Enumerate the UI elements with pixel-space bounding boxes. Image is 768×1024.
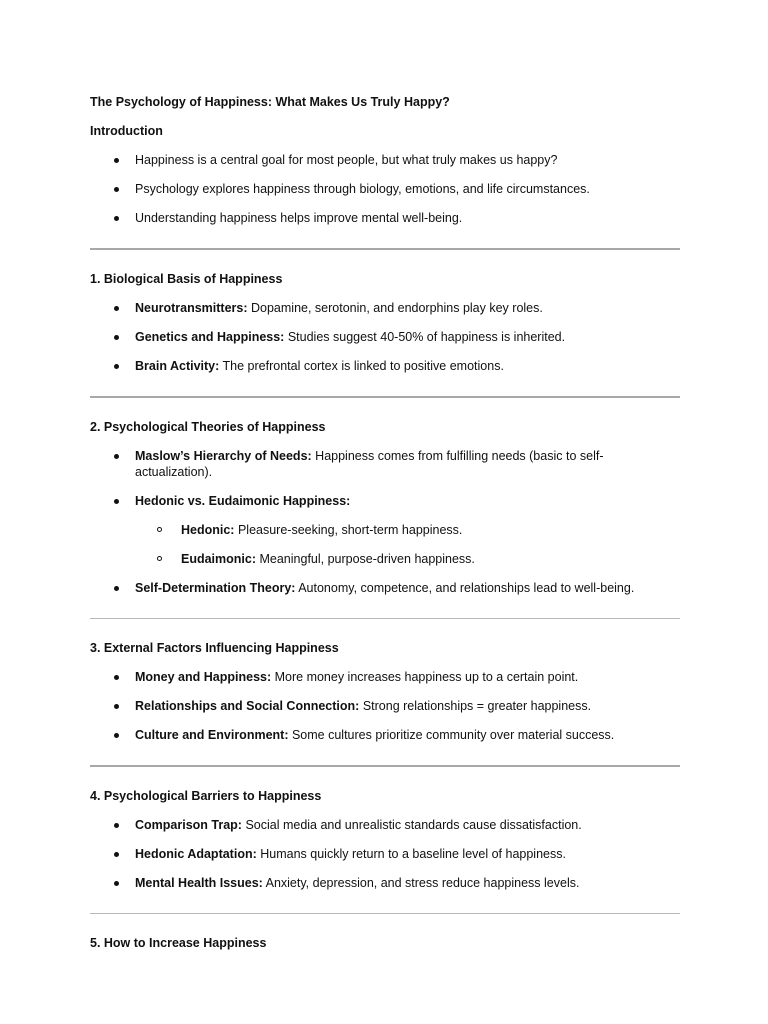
list-item [90, 448, 680, 480]
section-heading-barriers: 4. Psychological Barriers to Happiness [90, 789, 322, 803]
section-heading-theories: 2. Psychological Theories of Happiness [90, 420, 326, 434]
section-divider [90, 913, 680, 914]
introduction-list [90, 152, 680, 226]
list-item [90, 210, 680, 226]
section-list-biological [90, 300, 680, 374]
list-item [90, 817, 680, 833]
bullet-icon [114, 823, 119, 828]
bullet-icon [114, 499, 119, 504]
section-divider [90, 765, 680, 767]
bullet-icon [114, 187, 119, 192]
list-item [90, 580, 680, 596]
bullet-icon [114, 852, 119, 857]
term-description: Studies suggest 40-50% of happiness is inherited. [284, 330, 566, 344]
section-list-barriers [90, 817, 680, 891]
bullet-icon [114, 158, 119, 163]
list-item [90, 181, 680, 197]
section-divider [90, 618, 680, 619]
list-item-text: Happiness is a central goal for most people, but what truly makes us happy? [135, 153, 558, 167]
sub-list-item [90, 522, 680, 538]
term-description: Dopamine, serotonin, and endorphins play key roles. [247, 301, 543, 315]
term-description: More money increases happiness up to a certain point. [271, 670, 579, 684]
list-item [90, 698, 680, 714]
list-item [90, 669, 680, 685]
section-heading-increase-happiness: 5. How to Increase Happiness [90, 936, 267, 950]
sub-list-hedonic-eudaimonic [90, 522, 680, 567]
bullet-icon [114, 364, 119, 369]
bullet-icon [114, 733, 119, 738]
document-title: The Psychology of Happiness: What Makes Us Truly Happy? [90, 95, 450, 109]
term-description: The prefrontal cortex is linked to positive emotions. [219, 359, 504, 373]
term-label: Hedonic vs. Eudaimonic Happiness: [135, 494, 351, 508]
section-list-theories-continued [90, 580, 680, 596]
bullet-icon [114, 586, 119, 591]
term-label: Comparison Trap: [135, 818, 242, 832]
term-label: Genetics and Happiness: [135, 330, 285, 344]
bullet-icon [114, 881, 119, 886]
term-label: Mental Health Issues: [135, 876, 263, 890]
section-heading-external-factors: 3. External Factors Influencing Happiness [90, 641, 339, 655]
list-item [90, 727, 680, 743]
term-label: Hedonic: [181, 523, 235, 537]
hollow-bullet-icon [157, 527, 162, 532]
term-description: Humans quickly return to a baseline level of happiness. [256, 847, 566, 861]
section-divider [90, 396, 680, 398]
term-description: Meaningful, purpose-driven happiness. [256, 552, 475, 566]
sub-list-item [90, 551, 680, 567]
term-description: Happiness comes from fulfilling needs (basic to self-actualization). [135, 449, 604, 479]
section-divider [90, 248, 680, 250]
list-item [90, 329, 680, 345]
list-item [90, 493, 680, 509]
section-list-theories [90, 448, 680, 509]
list-item [90, 300, 680, 316]
term-label: Culture and Environment: [135, 728, 289, 742]
bullet-icon [114, 675, 119, 680]
section-heading-biological: 1. Biological Basis of Happiness [90, 272, 283, 286]
bullet-icon [114, 454, 119, 459]
term-label: Relationships and Social Connection: [135, 699, 360, 713]
term-label: Hedonic Adaptation: [135, 847, 257, 861]
term-description: Pleasure-seeking, short-term happiness. [234, 523, 463, 537]
document-page [90, 94, 680, 951]
list-item [90, 846, 680, 862]
bullet-icon [114, 216, 119, 221]
term-label: Money and Happiness: [135, 670, 272, 684]
term-description: Anxiety, depression, and stress reduce happiness levels. [262, 876, 580, 890]
term-description: Strong relationships = greater happiness. [359, 699, 592, 713]
section-list-external-factors [90, 669, 680, 743]
list-item [90, 358, 680, 374]
list-item [90, 152, 680, 168]
bullet-icon [114, 306, 119, 311]
term-description: Some cultures prioritize community over material success. [288, 728, 615, 742]
list-item-text: Psychology explores happiness through biology, emotions, and life circumstances. [135, 182, 590, 196]
list-item-text: Understanding happiness helps improve mental well-being. [135, 211, 463, 225]
hollow-bullet-icon [157, 556, 162, 561]
introduction-heading: Introduction [90, 124, 163, 138]
bullet-icon [114, 704, 119, 709]
term-description: Autonomy, competence, and relationships lead to well-being. [295, 581, 635, 595]
term-description: Social media and unrealistic standards cause dissatisfaction. [241, 818, 582, 832]
term-label: Eudaimonic: [181, 552, 257, 566]
bullet-icon [114, 335, 119, 340]
term-label: Maslow’s Hierarchy of Needs: [135, 449, 312, 463]
term-label: Brain Activity: [135, 359, 220, 373]
list-item [90, 875, 680, 891]
term-label: Neurotransmitters: [135, 301, 248, 315]
term-label: Self-Determination Theory: [135, 581, 296, 595]
